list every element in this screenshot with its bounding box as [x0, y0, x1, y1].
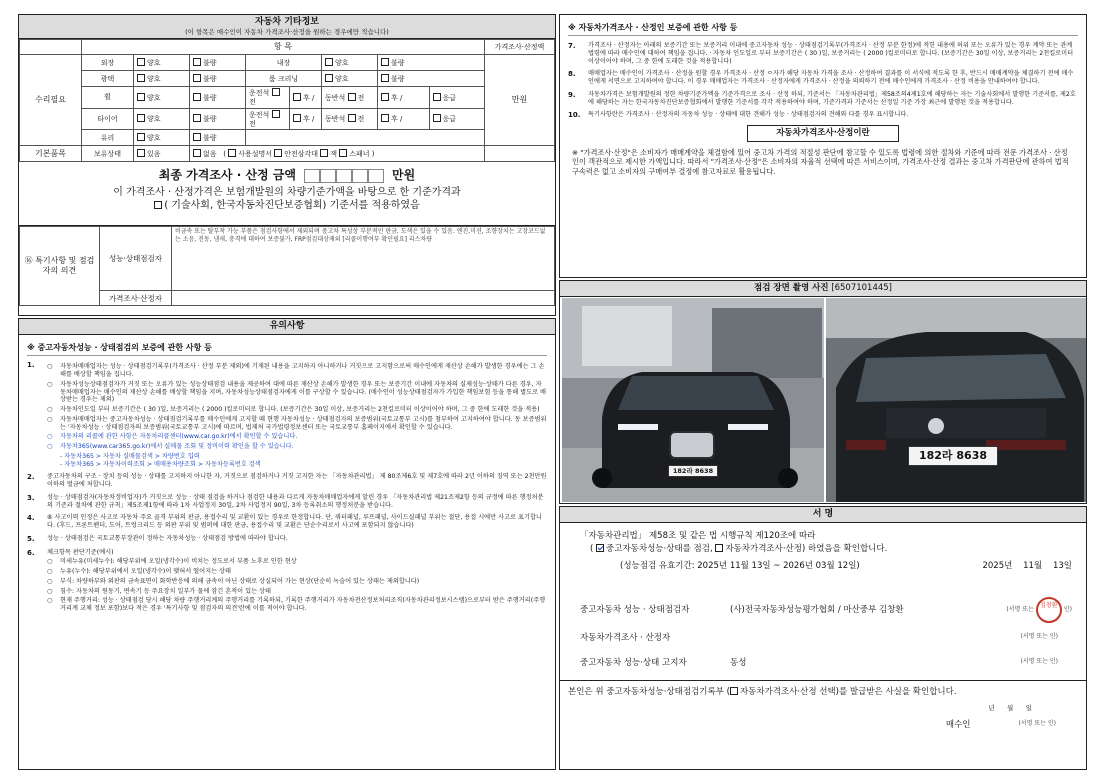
buyer-pricing-checkbox[interactable]	[730, 687, 738, 695]
notifier-row: 중고자동차 성능·상태 고지자 동성 (서명 또는 인)	[580, 657, 1058, 668]
buyer-confirm: 본인은 위 중고자동차성능·상태점검기록부 ( 자동차가격조사·산정 선택)를 발급받은 사실을 확인합니다.	[568, 687, 957, 698]
buyer-label: 매수인	[945, 720, 971, 731]
gloss-bad-checkbox[interactable]	[193, 74, 201, 82]
exterior-bad-checkbox[interactable]	[193, 58, 201, 66]
notes-title: 유의사항	[19, 319, 555, 335]
wheel-passenger-front-checkbox[interactable]	[348, 93, 356, 101]
price-warranty-section	[559, 14, 1087, 278]
sign-line1: 「자동차관리법」 제58조 및 같은 법 시행규칙 제120조에 따라	[580, 531, 816, 542]
tire-passenger: 동반석 전	[322, 108, 378, 130]
photo-header: 점검 장면 촬영 사진 [6507101445]	[560, 281, 1086, 297]
tech-society-checkbox[interactable]	[154, 201, 162, 209]
price-title: ※ 자동차가격조사 · 산정인 보증에 관한 사항 등	[568, 23, 1078, 36]
notes-section	[18, 318, 556, 770]
basic-label: 기본품목	[20, 146, 82, 162]
other-info-section	[18, 14, 556, 316]
tire-good-checkbox[interactable]	[137, 114, 145, 122]
wheel-driver-front-checkbox[interactable]	[272, 88, 280, 96]
roomclean-bad-checkbox[interactable]	[381, 74, 389, 82]
warranty-title: ※ 중고자동차성능 · 상태점검의 보증에 관한 사항 등	[27, 343, 547, 356]
item-6: 6. 체크항목 판단기준(예시) ○ 미세누유(미세누수): 해당부위에 오일(냉각수)이 비치는 정도로서 부품 노후로 인한 현상 ○ 누유(누수): 해당부위에서 오일(냉각수)이 맺혀서 떨어지는 상태 ○ 부식: 차량하부와 외판의 금속표면이 화학반응에 의해 금속이 아닌 상태로 상실되어 가는 현상(단순히 녹슬어 있는 상태는 제외합니다) ○ 침수: 자동차의 원동기, 변속기 등 주요장치 일부가 물에 잠긴 흔적이 있는 상태 ○ 현재 주행거리: 성능 · 상태점검 당시 해당 차량 주행거리계의 주행거리를 기록하되, 기록한 주행거리가 자동차전산정보처리조직(자동차관리정보시스템)으로부터 받은 주행거리(주행거리계 교체 정보 포함)보다 적은 경우 '특기사항 및 점검자의 의견'란에 이를 적어야 합니다.	[27, 548, 546, 612]
special-label: ⑯ 특기사항 및 점검자의 의견	[20, 227, 100, 306]
wheel-driver-rear-checkbox[interactable]	[293, 93, 301, 101]
final-title: 최종 가격조사 · 산정 금액	[158, 168, 296, 183]
sign-line2: ( 중고자동차성능·상태를 점검, 자동차가격조사·산정) 하였음을 확인합니다.	[590, 543, 888, 554]
rear-photo	[826, 298, 1086, 502]
basic-items: 없음 ( 사용설명서 안전삼각대 잭 스패너 )	[190, 146, 485, 162]
wheel-passenger-rear-checkbox[interactable]	[381, 93, 389, 101]
row-tire: 타이어	[82, 108, 134, 130]
roomclean-good-checkbox[interactable]	[325, 74, 333, 82]
rear-plate: 182라 8638	[908, 446, 998, 466]
gloss-good-checkbox[interactable]	[137, 74, 145, 82]
signature-title: 서 명	[560, 507, 1086, 523]
owned-yes-checkbox[interactable]	[137, 149, 145, 157]
pricer-row: 자동차가격조사 · 산정자 (서명 또는 인)	[580, 633, 1058, 644]
wheel-emergency-checkbox[interactable]	[433, 93, 441, 101]
pricing-checkbox[interactable]	[715, 544, 723, 552]
tire-passenger-rear-checkbox[interactable]	[381, 114, 389, 122]
row-owned: 보유상태	[82, 146, 134, 162]
wheel-good-checkbox[interactable]	[137, 93, 145, 101]
col-price: 가격조사·산정액	[485, 40, 555, 55]
tire-driver-rear-checkbox[interactable]	[293, 114, 301, 122]
col-item: 항 목	[82, 40, 485, 55]
row-gloss: 광택	[82, 71, 134, 87]
row-glass: 유리	[82, 130, 134, 146]
inspector-label: 성능·상태점검자	[100, 227, 172, 291]
item-2: 2. 중고자동차의 구조 · 장치 등의 성능 · 상태를 고지하지 아니한 자, 거짓으로 점검하거나 거짓 고지한 자는 「자동차관리법」 제 80조제6호 및 제7호에 따라 2년 이하의 징역 또는 2천만원 이하의 벌금에 처합니다.	[27, 473, 547, 488]
front-photo	[562, 298, 824, 502]
condition-table: 항 목 가격조사·산정액 수리필요 외장 양호 불량 내장 양호 불량 만원 광택 양호 불량 룸 크리닝 양호 불량 휠 양호 불량 운전석 전 후 / 동반석 전 후 / 응급 타이어 양호 불량 운전석 전 후 / 동반석 전 후 / 응급 유리 양호 불량 기본품목 보유상태 있음 없음 ( 사용설명서 안전삼각대 잭 스패너 )	[19, 39, 555, 162]
item-4: 4. ⑥ 사고이력 인정은 사고로 자동차 주요 골격 부위의 판금, 용접수리 및 교환이 있는 경우로 한정합니다. 단, 쿼터패널, 루프패널, 사이드실패널 부위는 절단, 용접 시에만 사고로 표기합니다. (후드, 프론트펜더, 도어, 트렁크리드 등 외판 부위 및 범퍼에 대한 판금, 용접수리 및 교환은 단순수리로서 사고에 포함되지 않습니다)	[27, 514, 542, 529]
other-info-subtitle: (이 항목은 매수인이 자동차 가격조사·산정을 원하는 경우에만 적습니다)	[185, 28, 389, 37]
interior-bad-checkbox[interactable]	[381, 58, 389, 66]
wheel-bad-checkbox[interactable]	[193, 93, 201, 101]
item-5: 5. 성능 · 상태점검은 국토교통부장관이 정하는 자동차성능 · 상태점검 방법에 따라야 합니다.	[27, 534, 288, 543]
item-10: 10. 특기사항란은 가격조사 · 산정자의 자동차 성능 · 상태에 대한 견해가 성능 · 상태점검자의 견해와 다를 경우 표시합니다.	[568, 111, 909, 120]
exterior-good-checkbox[interactable]	[137, 58, 145, 66]
repair-label: 수리필요	[20, 55, 82, 146]
final-price-box	[19, 162, 555, 226]
item-7: 7. 가격조사 · 산정자는 아래의 보증기간 또는 보증거리 이내에 중고자동차 성능 · 상태점검기록부(가격조사 · 산정 부분 한정)에 적힌 내용에 허위 또는 오류가 있는 경우 계약 또는 관계법령에 따라 매수인에 대하여 책임을 집니다. · 자동차 인도일로 부터 보증기간은 ( 30 )일, 보증거리는 ( 2000 )킬로미터로 합니다. (보증기간은 30일 이상, 보증거리는 2천킬로미터 이상이어야 하며, 그 중 한에 도래한 것을 적용합니다)	[568, 42, 1074, 65]
validity-period: (성능점검 유효기간: 2025년 11월 13일 ~ 2026년 03월 12일)	[620, 560, 860, 571]
final-unit: 만원	[392, 168, 416, 183]
wheel-passenger: 동반석 전	[322, 87, 378, 109]
price-unit: 만원	[485, 55, 555, 146]
front-plate: 182라 8638	[668, 465, 718, 477]
special-table	[19, 226, 555, 306]
item-1: 1. ○ 자동차매매업자는 성능 · 상태점검기록부(가격조사 · 산정 부분 제외)에 기재된 내용을 고지하지 아니하거나 거짓으로 고지함으로써 매수인에게 재산상 손해가 발생한 경우에는 그 손해를 배상할 책임을 집니다. ○ 자동차성능상태점검자가 거짓 또는 오류가 있는 성능상태점검 내용을 제공하여 대에 따른 재산상 손해가 발생한 경우 또는 보증기간 이내에 자동차의 실제성능·상태가 다른 경우, 자동차매매업자는 매수인의 재산상 손해를 배상할 책임을 지며, 자동차성능상태점검자에게 이를 구상할 수 있습니다. (매수인이 성능상태점검자가 가입한 책임보험 등을 통해 별도로 배상받는 경우는 제외) ○ 자동차인도일 부터 보증기간은 ( 30 )일, 보증거리는 ( 2000 )킬로미터로 합니다. (보증기간은 30일 이상, 보증거리는 2천킬로미터 이상이어야 하며, 그 중 한에 도래한 것을 적용) ○ 자동차매매업자는 중고자동차성능 · 상태점검기록부를 매수인에게 고지할 때 현행 자동차성능 · 상태점검자의 보증범위(국토교통부 고시)를 첨부하여 고지하여야 합니다. 동 보증범위는 '자동차성능 · 상태점검자의 보증범위(국토교통부 고시)에 따르며, 법제처 국가법령정보센터 또는 국토교통부 홈페이지에서 확인할 수 있습니다. ○ 자동차의 리콜에 관한 사항은 자동차리콜센터(www.car.go.kr)에서 확인할 수 있습니다. ○ 자동차365(www.car365.go.kr)에서 실매물 조회 및 정비이력 확인을 할 수 있습니다. - 자동차365 > 자동차 실매물검색 > 차량번호 입력 - 자동차365 > 자동차이력조회 > 매매용차량조회 > 자동차등록번호 검색	[27, 361, 547, 468]
inspection-checkbox[interactable]	[596, 544, 604, 552]
other-info-header	[19, 15, 555, 39]
tire-bad-checkbox[interactable]	[193, 114, 201, 122]
spanner-checkbox[interactable]	[339, 149, 347, 157]
definition-text: ※ "가격조사·산정"은 소비자가 매매계약을 체결함에 있어 중고차 가격의 적절성 판단에 참고할 수 있도록 법령에 의한 절차와 기준에 따라 전문 가격조사 · 산정인이 객관적으로 제시한 가액입니다. 따라서 "가격조사·산정"은 소비자의 자율적 선택에 따른 서비스이며, 가격조사·산정 결과는 중고차 가격판단에 관하여 법적 구속력은 없고 소비자의 구매여부 결정에 참고자료로 활용됩니다.	[572, 147, 1069, 177]
inspector-row: 중고자동차 성능 · 상태점검자 (사)전국자동차성능평가협회 / 마산중부 김창환 (서명 또는 김창환 인)	[580, 597, 1072, 623]
item-8: 8. 매매업자는 매수인이 가격조사 · 산정을 원할 경우 가격조사 · 산정 ㅇ자가 해당 자동차 가격을 조사 · 산정하여 결과를 이 서식에 적도록 한 후, 반드시 매매계약을 체결하기 전에 매수인에게 서면으로 고지하여야 합니다. 이 경우 매매업자는 가격조사 · 산정자에게 가격조사 · 산정을 의뢰하기 전에 매수인에게 가격조사 · 산정 비용을 안내하여야 합니다.	[568, 70, 1074, 85]
final-line1: 이 가격조사 · 산정가격은 보험개발원의 차량기준가액을 바탕으로 한 기준가격과	[113, 187, 461, 199]
final-line2: ( 기술사회, 한국자동차진단보증협회) 기준서를 적용하였음	[19, 200, 555, 213]
item-9: 9. 자동차가격은 보험개발원의 정한 차량기준가액을 기준가격으로 조사 · 산정 하되, 기준서는 「자동차관리법」제58조의4제1호에 해당하는 자는 기술사회에서 발행한 기준서를, 제2호에 해당하는 자는 한국자동차진단보증협회에서 발행한 기준서를 각각 적용하여야 하며, 기준가격과 기준서는 산정일 기준 가장 최근에 발행된 것을 적용합니다.	[568, 90, 1076, 106]
buyer-date: 년 월 일	[988, 704, 1032, 712]
row-exterior: 외장	[82, 55, 134, 71]
car365-link[interactable]: 자동차365(www.car365.go.kr)에서 실매물 조회 및 정비이력 확인을 할 수 있습니다.	[60, 443, 294, 450]
definition-title: 자동차가격조사·산정이란	[747, 125, 899, 142]
safety-checkbox[interactable]	[274, 149, 282, 157]
wheel-driver: 운전석 전	[246, 87, 290, 109]
item-3: 3. 성능 · 상태점검자(자동차정비업자)가 거짓으로 성능 · 상태 점검을 하거나 점검한 내용과 다르게 자동차매매업자에게 알린 경우 「자동차관리법 제21조제2항 등의 규정에 따른 행정처분의 기준과 절차에 관한 규칙」제5조제1항에 따라 1차 사업정지 30일, 2차 사업정지 90일, 3차 등록취소의 행정처분을 받습니다.	[27, 493, 544, 509]
photo-section	[559, 280, 1087, 504]
interior-good-checkbox[interactable]	[325, 58, 333, 66]
tire-emergency-checkbox[interactable]	[433, 114, 441, 122]
tire-passenger-front-checkbox[interactable]	[348, 114, 356, 122]
tire-driver: 운전석 전	[246, 108, 290, 130]
glass-good-checkbox[interactable]	[137, 133, 145, 141]
manual-checkbox[interactable]	[228, 149, 236, 157]
row-interior: 내장	[246, 55, 322, 71]
pricer-label: 가격조사·산정자	[100, 291, 172, 306]
final-amount-boxes[interactable]	[304, 169, 384, 183]
glass-bad-checkbox[interactable]	[193, 133, 201, 141]
other-info-title: 자동차 기타정보	[255, 17, 319, 27]
notifier-name: 동성	[730, 657, 747, 668]
row-wheel: 휠	[82, 87, 134, 109]
jack-checkbox[interactable]	[320, 149, 328, 157]
inspector-opinion: 비금속 또는 탈부착 가능 부품은 점검사항에서 제외되며 중고차 특성상 부분적인 판금, 도색은 있을 수 있음. 엔진,미션, 조향장치는 고장코드없는 소음, 진동, 냄새, 충격에 대하여 보증불가, FRP점검대상제외 [리콜이행여부 확인필요] 리스차량	[172, 227, 555, 291]
tire-driver-front-checkbox[interactable]	[272, 110, 280, 118]
row-roomclean: 룸 크리닝	[246, 71, 322, 87]
signature-section	[559, 506, 1087, 770]
buyer-signature[interactable]: (서명 또는 인)	[1018, 720, 1056, 728]
recall-link[interactable]: 자동차의 리콜에 관한 사항은 자동차리콜센터(www.car.go.kr)에서 확인할 수 있습니다.	[60, 433, 298, 441]
owned-no-checkbox[interactable]	[193, 149, 201, 157]
seal-stamp: 김창환	[1036, 597, 1062, 623]
sign-date: 2025년 11월 13일	[982, 560, 1072, 571]
inspector-name: (사)전국자동차성능평가협회 / 마산중부 김창환	[730, 604, 904, 615]
